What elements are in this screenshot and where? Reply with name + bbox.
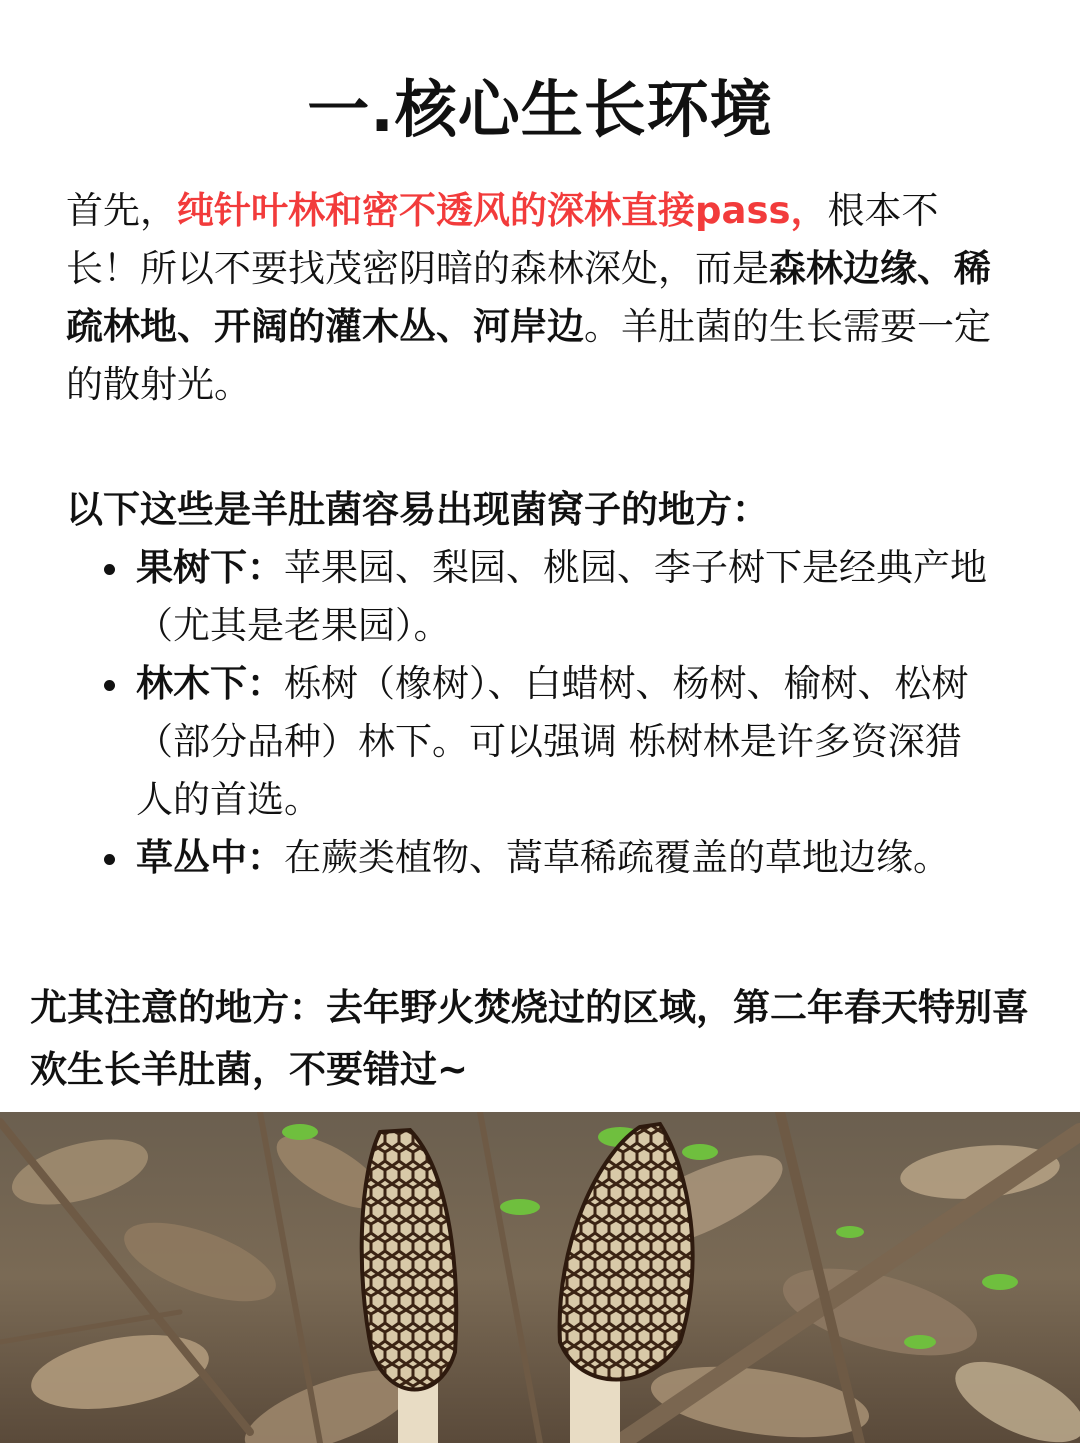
intro-highlight: 纯针叶林和密不透风的深林直接pass， (177, 189, 828, 232)
list-item (136, 829, 996, 887)
list-item-text: 在蕨类植物、蒿草稀疏覆盖的草地边缘。 (284, 836, 950, 879)
bullet-icon (104, 564, 115, 575)
intro-paragraph (66, 182, 996, 414)
intro-middle: 根本不长！所以不要找茂密阴暗的森林深处，而是 (66, 189, 939, 290)
list-item-text: 栎树（橡树）、白蜡树、杨树、榆树、松树（部分品种）林下。可以强调 栎树林是许多资深猎人的首选。 (136, 662, 969, 821)
bullet-icon (104, 854, 115, 865)
list-heading: 以下这些是羊肚菌容易出现菌窝子的地方： (66, 488, 769, 531)
habitat-list (136, 539, 996, 887)
page-title: 一.核心生长环境 (307, 73, 773, 146)
list-item (136, 539, 996, 655)
list-item-text: 苹果园、梨园、桃园、李子树下是经典产地（尤其是老果园）。 (136, 546, 987, 647)
intro-places: 森林边缘、稀疏林地、开阔的灌木丛、河岸边 (66, 247, 991, 348)
list-item-label: 林木下： (136, 662, 284, 705)
list-item (136, 655, 996, 829)
intro-tail: 。羊肚菌的生长需要一定的散射光。 (66, 305, 991, 406)
list-item-label: 果树下： (136, 546, 284, 589)
note-paragraph: 尤其注意的地方：去年野火焚烧过的区域，第二年春天特别喜欢生长羊肚菌，不要错过~ (30, 986, 1029, 1091)
morel-photo (0, 1112, 1080, 1443)
intro-lead: 首先， (66, 189, 177, 232)
bullet-icon (104, 680, 115, 691)
list-item-label: 草丛中： (136, 836, 284, 879)
